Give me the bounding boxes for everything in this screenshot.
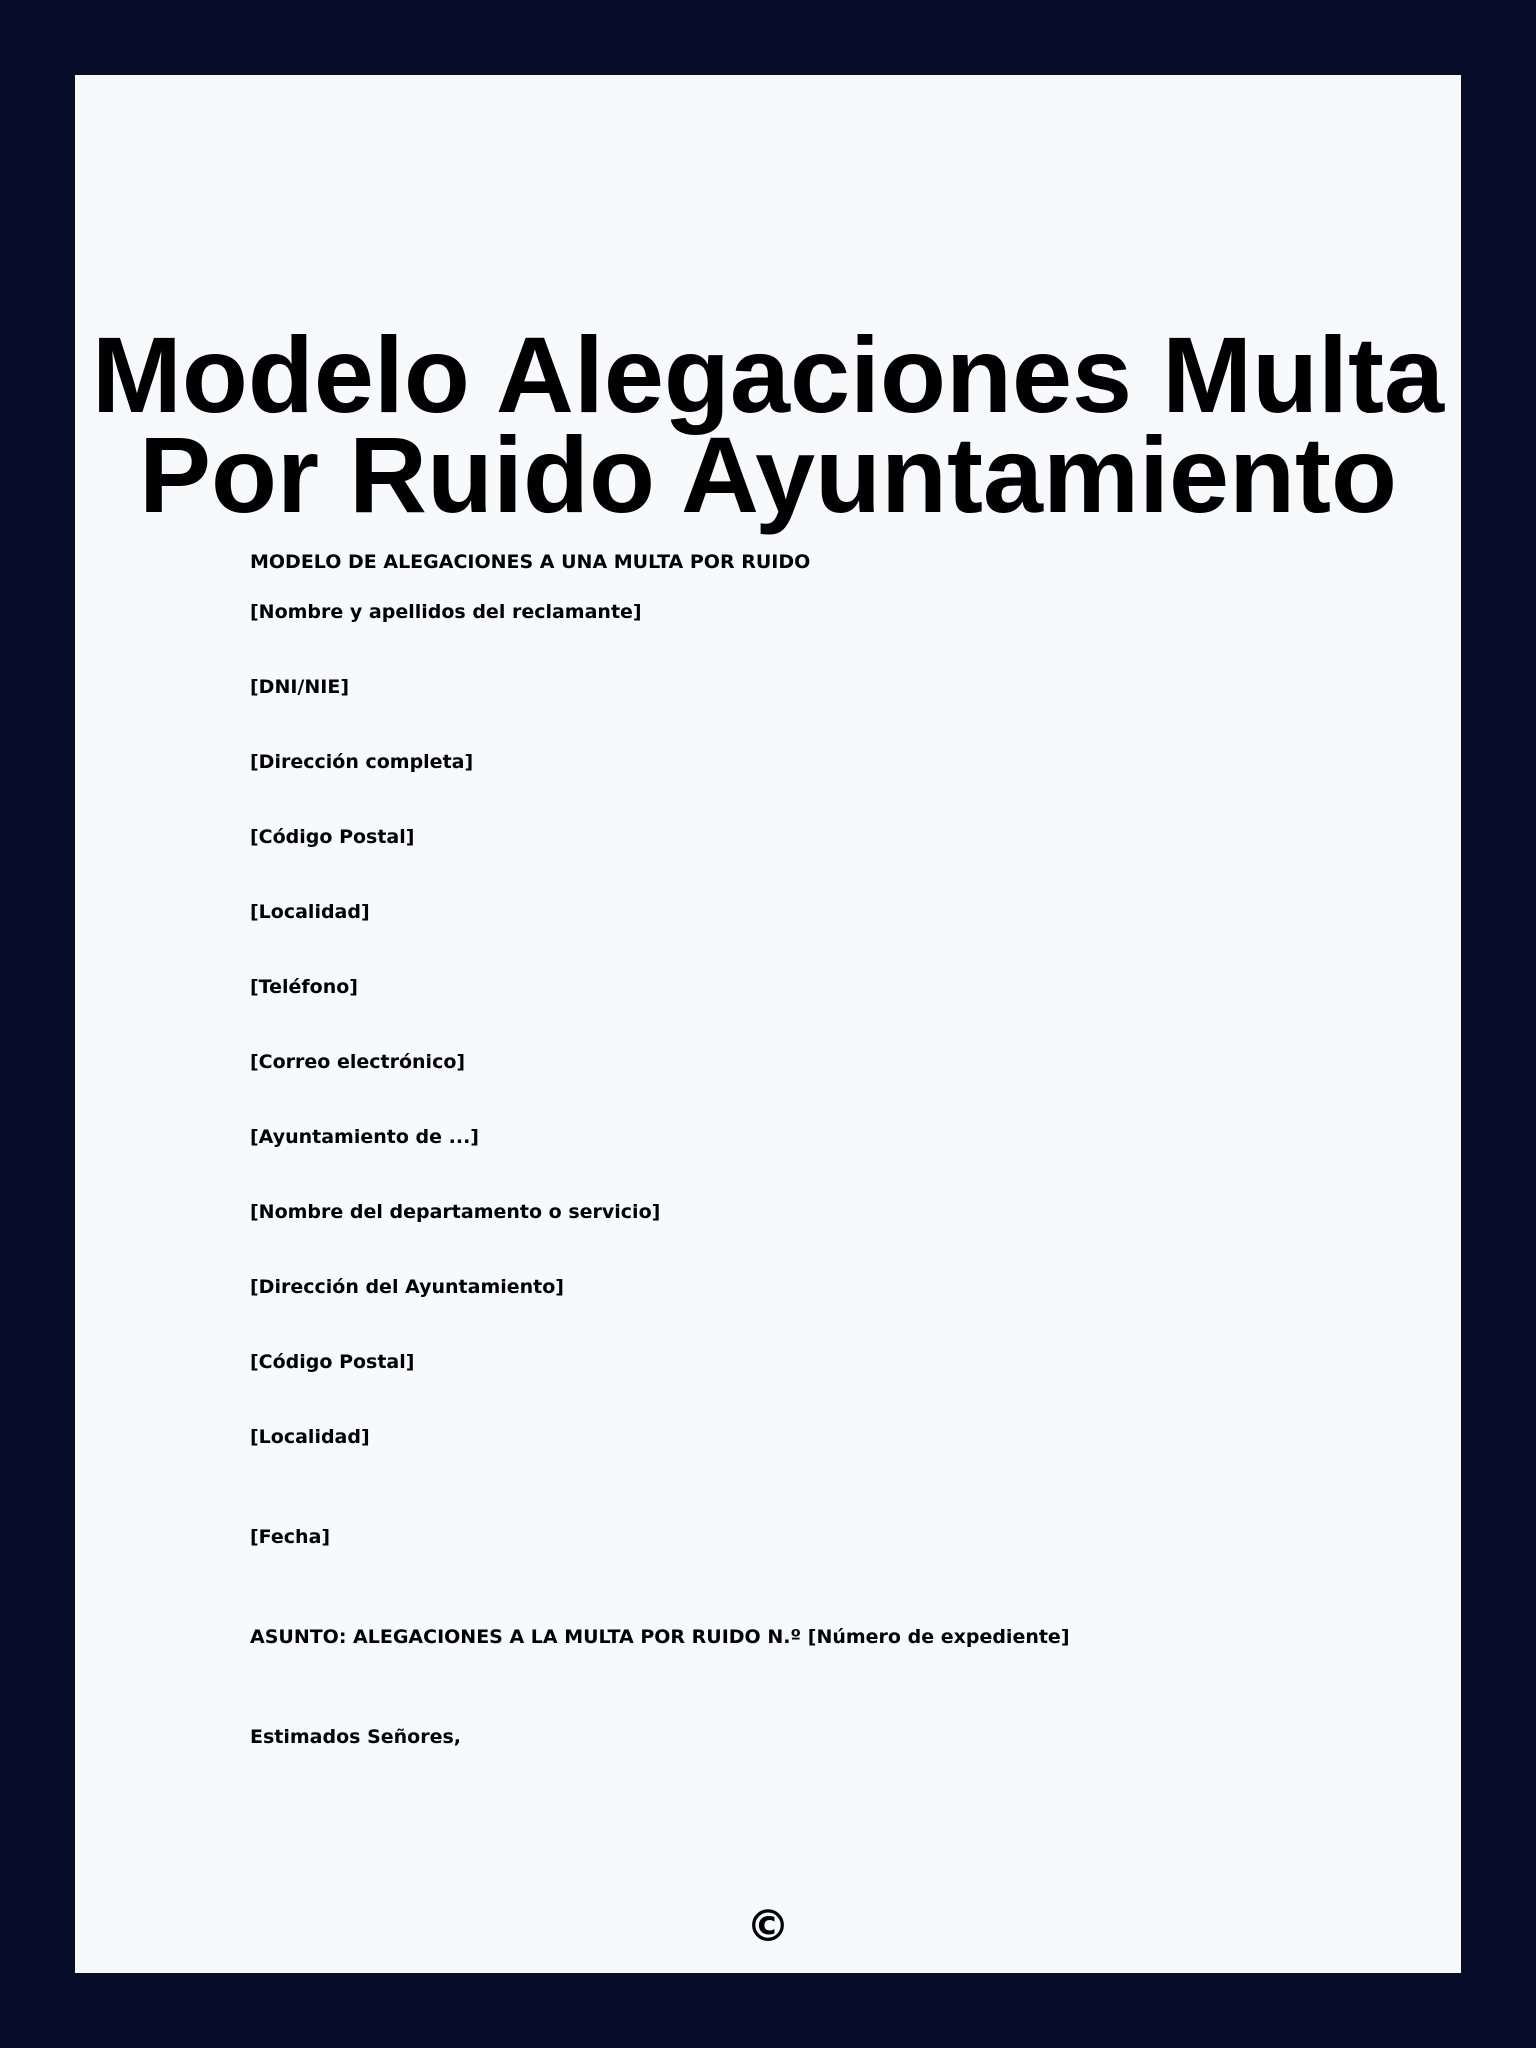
document-page [75,75,1461,1973]
greeting-line: Estimados Señores, [250,1726,462,1748]
town-hall-line: [Ayuntamiento de ...] [250,1126,479,1148]
claimant-name-line: [Nombre y apellidos del reclamante] [250,601,642,623]
locality-line: [Localidad] [250,901,370,923]
copyright-icon: © [746,1901,790,1952]
town-hall-locality-line: [Localidad] [250,1426,370,1448]
id-number-line: [DNI/NIE] [250,676,349,698]
town-hall-address-line: [Dirección del Ayuntamiento] [250,1276,564,1298]
date-line: [Fecha] [250,1526,331,1548]
email-line: [Correo electrónico] [250,1051,466,1073]
phone-line: [Teléfono] [250,976,358,998]
postal-code-line: [Código Postal] [250,826,415,848]
document-heading: MODELO DE ALEGACIONES A UNA MULTA POR RUIDO [250,551,811,573]
address-line: [Dirección completa] [250,751,474,773]
town-hall-postal-code-line: [Código Postal] [250,1351,415,1373]
subject-line: ASUNTO: ALEGACIONES A LA MULTA POR RUIDO N.º [Número de expediente] [250,1626,1070,1648]
department-line: [Nombre del departamento o servicio] [250,1201,661,1223]
document-title: Modelo Alegaciones Multa Por Ruido Ayuntamiento [91,314,1445,535]
